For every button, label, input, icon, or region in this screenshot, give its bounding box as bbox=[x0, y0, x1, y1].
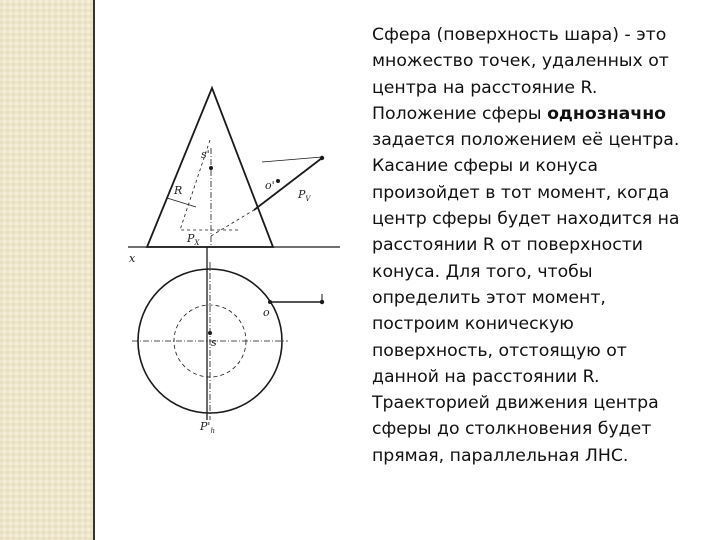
label-o1: o bbox=[263, 306, 270, 319]
label-s1: s bbox=[211, 336, 217, 349]
explanation-text bbox=[372, 22, 712, 469]
text-bold: однозначно bbox=[547, 103, 667, 124]
radius-dimension bbox=[167, 198, 196, 207]
point-end-front bbox=[320, 156, 324, 160]
offset-cone-front bbox=[180, 140, 240, 230]
label-r: R bbox=[174, 184, 183, 197]
text-part-1: Сфера (поверхность шара) - это множество точек, удаленных от центра на расстояние R. Положение сферы bbox=[372, 25, 669, 124]
decorative-sidebar bbox=[0, 0, 93, 540]
point-o2 bbox=[276, 179, 280, 183]
label-o2: o' bbox=[265, 179, 275, 192]
label-p2: $P_V$ bbox=[298, 188, 311, 203]
trace-pv-line bbox=[262, 157, 322, 162]
point-s2 bbox=[209, 166, 213, 170]
geometry-drawing bbox=[95, 0, 355, 540]
label-s2: s' bbox=[201, 148, 210, 161]
point-s1 bbox=[208, 331, 212, 335]
label-p1: $P'_h$ bbox=[200, 420, 215, 435]
text-part-2: задается положением её центра. Касание сферы и конуса произойдет в тот момент, когда центр сферы будет находится на расстоянии R от поверхности конуса. Для того, чтобы определить этот момент, построим коническую поверхность, отстоящую от данной на расстоянии R. Траекторией движения центра сферы до столкновения будет прямая, параллельная ЛНС. bbox=[372, 130, 680, 466]
cone-sphere-diagram bbox=[95, 0, 355, 540]
label-px: $P_X$ bbox=[187, 232, 200, 247]
point-o1 bbox=[268, 300, 272, 304]
label-x: x bbox=[129, 252, 136, 265]
sphere-path-dashed bbox=[211, 210, 254, 236]
